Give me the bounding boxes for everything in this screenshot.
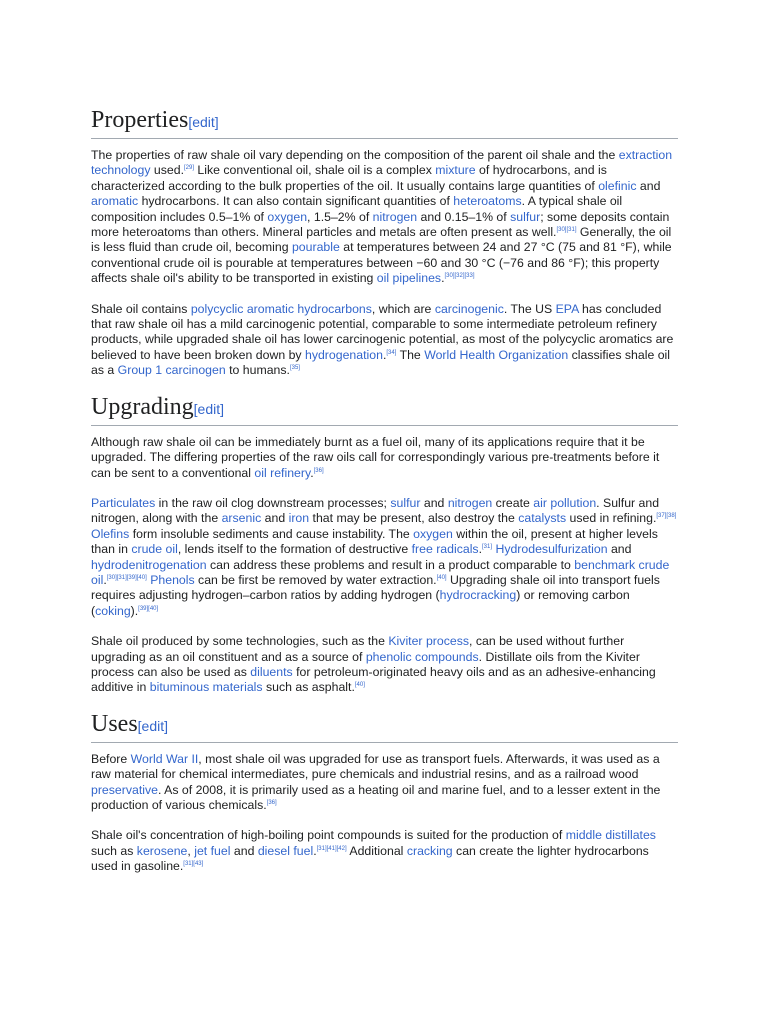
wiki-link[interactable]: EPA — [555, 301, 579, 316]
text-run: and 0.15–1% of — [417, 209, 511, 224]
wiki-link[interactable]: air pollution — [533, 495, 597, 510]
text-run: ; some deposits contain more heteroatoms than others. Mineral particles and metals are often present as well. — [91, 209, 670, 240]
text-run: . Sulfur and nitrogen, along with the — [91, 495, 660, 526]
wiki-link[interactable]: World War II — [130, 751, 199, 766]
citation-ref[interactable]: [40] — [354, 682, 365, 689]
text-run: . As of 2008, it is primarily used as a heating oil and marine fuel, and to a lesser extent in the production of various chemicals. — [91, 782, 661, 812]
text-run: can address these problems and result in a product comparable to — [206, 557, 575, 572]
text-run: . Distillate oils from the Kiviter process can also be used as — [91, 649, 640, 679]
wiki-link[interactable]: polycyclic aromatic hydrocarbons — [190, 301, 372, 316]
citation-ref[interactable]: [36] — [313, 467, 324, 474]
wiki-link[interactable]: coking — [95, 603, 131, 618]
citation-ref[interactable]: [39][40] — [138, 605, 159, 612]
citation-ref[interactable]: [31][41][42] — [316, 845, 347, 852]
text-run: ). — [130, 603, 139, 618]
paragraph — [91, 435, 678, 481]
text-run: Additional — [346, 843, 407, 858]
paragraph — [91, 752, 678, 814]
text-run: classifies shale oil as a — [91, 347, 671, 378]
wiki-link[interactable]: hydrocracking — [439, 588, 517, 603]
text-run: Shale oil's concentration of high-boiling point compounds is suited for the production of — [91, 828, 566, 843]
text-run: can create the lighter hydrocarbons used in gasoline. — [91, 843, 649, 874]
text-run: The — [396, 347, 425, 362]
wiki-link[interactable]: hydrodenitrogenation — [91, 557, 207, 572]
text-run: of hydrocarbons, and is characterized according to the bulk properties of the oil. It usually contains large quantities of — [91, 163, 607, 193]
text-run: used. — [150, 163, 184, 178]
text-run: . The US — [503, 301, 556, 316]
wiki-link[interactable]: nitrogen — [447, 495, 493, 510]
wiki-link[interactable]: free radicals — [411, 542, 479, 557]
wiki-link[interactable]: World Health Organization — [424, 347, 569, 362]
wiki-link[interactable]: mixture — [435, 163, 476, 178]
heading-uses: Uses[edit] — [91, 709, 678, 743]
section-upgrading — [91, 392, 678, 696]
wiki-link[interactable]: pourable — [291, 240, 340, 255]
wiki-link[interactable]: diluents — [250, 664, 293, 679]
wiki-link[interactable]: sulfur — [510, 209, 541, 224]
text-run: in the raw oil clog downstream processes; — [155, 495, 391, 510]
text-run: . — [103, 572, 107, 587]
wiki-link[interactable]: oil refinery — [254, 465, 311, 480]
text-run: , which are — [371, 301, 435, 316]
paragraph — [91, 828, 678, 874]
text-run: The properties of raw shale oil vary depending on the composition of the parent oil shale and the — [91, 148, 619, 162]
citation-ref[interactable]: [35] — [289, 365, 300, 372]
citation-ref[interactable]: [36] — [266, 800, 277, 806]
wiki-link[interactable]: catalysts — [518, 511, 567, 526]
paragraph — [91, 148, 678, 287]
citation-ref[interactable]: [30][31] — [556, 227, 577, 234]
text-run: . — [478, 542, 482, 557]
section-uses — [91, 709, 678, 875]
paragraph — [91, 634, 678, 696]
text-run: Like conventional oil, shale oil is a complex — [194, 163, 436, 178]
text-run: such as — [91, 843, 137, 858]
text-run: . A typical shale oil composition includes 0.5–1% of — [91, 194, 623, 224]
wiki-link[interactable]: nitrogen — [372, 209, 418, 224]
text-run: and — [261, 511, 289, 526]
text-run: ) or removing carbon ( — [91, 588, 630, 618]
text-run: . — [441, 271, 445, 286]
text-run: within the oil, present at higher levels than in — [91, 526, 658, 557]
text-run: Upgrading shale oil into transport fuels requires adjusting hydrogen–carbon ratios by adding hydrogen ( — [91, 572, 660, 603]
wiki-link[interactable]: cracking — [406, 843, 453, 858]
text-run: Shale oil contains — [91, 301, 191, 316]
citation-ref[interactable]: [40] — [436, 574, 447, 581]
wiki-link[interactable]: carcinogenic — [434, 301, 504, 316]
text-run: Although raw shale oil can be immediately burnt as a fuel oil, many of its applications require that it be upgraded. The differing properties of the raw oils call for correspondingly various pre-treatments before it can be sent to a conventional — [91, 434, 660, 480]
citation-ref[interactable]: [31][43] — [183, 861, 204, 868]
text-run: and — [607, 542, 632, 557]
wiki-link[interactable]: diesel fuel — [257, 843, 314, 858]
text-run: . — [310, 465, 314, 480]
citation-ref[interactable]: [34] — [386, 349, 397, 356]
wiki-link[interactable]: arsenic — [221, 511, 262, 526]
text-run: such as asphalt. — [262, 680, 355, 695]
wiki-link[interactable]: middle distillates — [565, 828, 656, 843]
wiki-link[interactable]: Hydrodesulfurization — [495, 542, 608, 557]
wiki-link[interactable]: jet fuel — [194, 843, 231, 858]
wiki-link[interactable]: phenolic compounds — [365, 649, 479, 664]
text-run: , 1.5–2% of — [307, 209, 373, 224]
citation-ref[interactable]: [29] — [183, 165, 194, 172]
wiki-link[interactable]: extraction technology — [91, 148, 673, 178]
wiki-link[interactable]: bituminous materials — [149, 680, 263, 695]
text-run: to humans. — [225, 363, 290, 378]
text-run: used in refining. — [566, 511, 657, 526]
edit-link-uses[interactable]: [edit] — [137, 717, 169, 734]
wiki-link[interactable]: Group 1 carcinogen — [117, 363, 226, 378]
citation-ref[interactable]: [30][32][33] — [444, 273, 475, 280]
citation-ref[interactable]: [30][31][39][40] — [106, 574, 147, 581]
wiki-link[interactable]: Phenols — [150, 572, 195, 587]
text-run: hydrocarbons. It can also contain significant quantities of — [138, 194, 454, 209]
text-run: form insoluble sediments and cause instability. The — [129, 526, 414, 541]
text-run: Before — [91, 751, 131, 766]
edit-link-upgrading[interactable]: [edit] — [193, 400, 225, 417]
text-run: , most shale oil was upgraded for use as transport fuels. Afterwards, it was used as a raw material for chemical intermediates, pure chemicals and industrial resins, and as a railroad wood — [91, 751, 660, 782]
wiki-link[interactable]: Kiviter process — [388, 634, 469, 649]
wiki-link[interactable]: hydrogenation — [304, 347, 383, 362]
text-run: and — [636, 178, 661, 193]
wiki-link[interactable]: oxygen — [267, 209, 308, 224]
text-run: that may be present, also destroy the — [309, 511, 519, 526]
text-run: Generally, the oil is less fluid than crude oil, becoming — [91, 225, 672, 255]
text-run: , — [187, 843, 195, 858]
wiki-link[interactable]: iron — [288, 511, 310, 526]
text-run: at temperatures between 24 and 27 °C (75 and 81 °F), while conventional crude oil is pourable at temperatures between −60 and 30 °C (−76 and 86 °F); this property affects shale oil's ability to be transported in existing — [91, 240, 672, 286]
wiki-link[interactable]: oxygen — [413, 526, 453, 541]
text-run: for petroleum-originated heavy oils and as an adhesive-enhancing additive in — [91, 664, 656, 695]
article-body — [91, 105, 678, 875]
wiki-link[interactable]: benchmark crude oil — [91, 557, 670, 587]
text-run: create — [492, 495, 534, 510]
wiki-link[interactable]: sulfur — [390, 495, 421, 510]
wiki-link[interactable]: oil pipelines — [376, 271, 442, 286]
paragraph — [91, 496, 678, 619]
wiki-link[interactable]: heteroatoms — [453, 194, 522, 209]
wiki-link[interactable]: Olefins — [91, 526, 130, 541]
text-run: . — [382, 347, 387, 362]
text-run: can be first be removed by water extraction. — [194, 572, 437, 587]
wiki-link[interactable]: preservative — [91, 782, 158, 797]
citation-ref[interactable]: [31] — [482, 544, 493, 551]
wiki-link[interactable]: Particulates — [91, 495, 156, 510]
text-run: , can be used without further upgrading as an oil constituent and as a source of — [91, 634, 625, 664]
wiki-link[interactable]: crude oil — [131, 542, 178, 557]
edit-link-properties[interactable]: [edit] — [188, 114, 219, 130]
text-run: and — [230, 843, 258, 858]
text-run: Shale oil produced by some technologies, such as the — [91, 634, 389, 649]
heading-properties: Properties[edit] — [91, 105, 678, 139]
section-properties — [91, 105, 678, 379]
wiki-link[interactable]: kerosene — [136, 843, 188, 858]
paragraph — [91, 302, 678, 379]
text-run: and — [420, 495, 448, 510]
text-run: . — [313, 843, 317, 858]
citation-ref[interactable]: [37][38] — [656, 513, 677, 520]
text-run: has concluded that raw shale oil has a mild carcinogenic potential, comparable to some intermediate petroleum refinery products, while upgraded shale oil has lower carcinogenic potential, as most of the polycyclic aromatics are believed to have been broken down by — [91, 301, 674, 362]
wiki-link[interactable]: aromatic — [91, 194, 139, 209]
text-run: , lends itself to the formation of destructive — [177, 542, 412, 557]
wiki-link[interactable]: olefinic — [598, 178, 637, 193]
heading-upgrading: Upgrading[edit] — [91, 392, 678, 426]
